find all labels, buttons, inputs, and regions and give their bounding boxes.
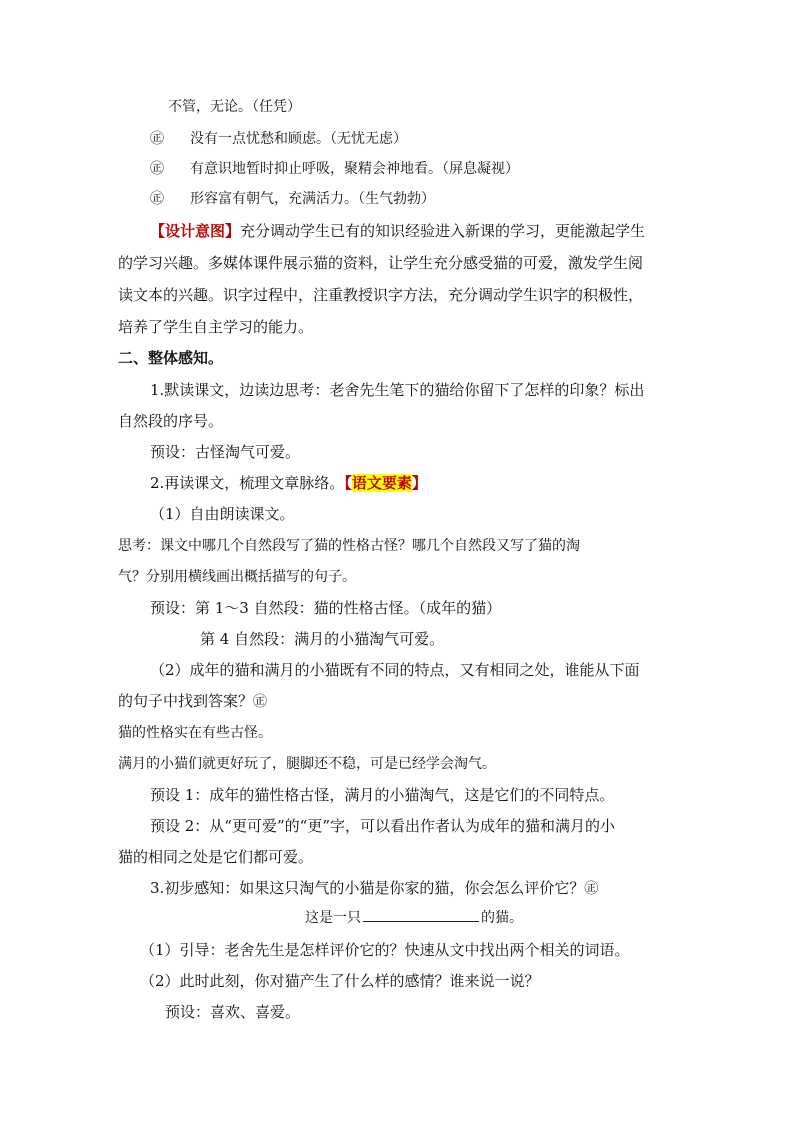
- step-2-line: 2.再读课文，梳理文章脉络。【语文要素】: [150, 474, 427, 492]
- preset-line-2: 第 4 自然段：满月的小猫淘气可爱。: [200, 630, 445, 648]
- design-intent-line-3: 读文本的兴趣。识字过程中，注重教授识字方法，充分调动学生识字的积极性，: [118, 286, 644, 304]
- definition-line-3: ㊣ 有意识地暂时抑止呼吸，聚精会神地看。（屏息凝视）: [150, 161, 519, 177]
- step-3-preset: 预设：喜欢、喜爱。: [165, 1003, 301, 1021]
- step-1-line-1: 1.默读课文，边读边思考：老舍先生笔下的猫给你留下了怎样的印象？标出: [150, 381, 645, 399]
- design-intent-line-2: 的学习兴趣。多媒体课件展示猫的资料，让学生充分感受猫的可爱，激发学生阅: [118, 254, 644, 272]
- bullet-mark: ㊣: [150, 161, 164, 177]
- answer-blank[interactable]: [363, 907, 479, 922]
- step-1-preset: 预设：古怪淘气可爱。: [150, 443, 301, 461]
- definition-line-4: ㊣ 形容富有朝气，充满活力。（生气勃勃）: [150, 191, 435, 207]
- bullet-mark: ㊣: [584, 881, 599, 897]
- step-3-sub-2: （2）此时此刻，你对猫产生了什么样的感情？谁来说一说？: [140, 972, 540, 990]
- think-line-1: 思考：课文中哪几个自然段写了猫的性格古怪？哪几个自然段又写了猫的淘: [118, 538, 580, 554]
- bullet-mark: ㊣: [150, 191, 164, 207]
- design-intent-tag: 【设计意图】: [150, 222, 241, 240]
- step-2-sub-1: （1）自由朗读课文。: [150, 505, 295, 523]
- quote-line-2: 满月的小猫们就更好玩了，腿脚还不稳，可是已经学会淘气。: [118, 756, 496, 772]
- bullet-mark: ㊣: [150, 131, 164, 147]
- preset-2-line-2: 猫的相同之处是它们都可爱。: [118, 848, 314, 866]
- preset-1-line: 预设 1：成年的猫性格古怪，满月的小猫淘气，这是它们的不同特点。: [150, 786, 615, 804]
- think-line-2: 气？分别用横线画出概括描写的句子。: [118, 569, 356, 585]
- bullet-mark: ㊣: [253, 694, 268, 710]
- quote-line-1: 猫的性格实在有些古怪。: [118, 725, 272, 741]
- chinese-element-tag: 语文要素: [351, 474, 412, 492]
- step-2-sub-2-line-2: 的句子中找到答案？㊣: [118, 692, 268, 710]
- design-intent-line-1: 【设计意图】充分调动学生已有的知识经验进入新课的学习，更能激起学生: [150, 222, 646, 240]
- step-3-line: 3.初步感知：如果这只淘气的小猫是你家的猫，你会怎么评价它？㊣: [150, 879, 599, 897]
- step-1-line-2: 自然段的序号。: [118, 412, 224, 430]
- definition-line-2: ㊣ 没有一点忧愁和顾虑。（无忧无虑）: [150, 131, 407, 147]
- step-3-sub-1: （1）引导：老舍先生是怎样评价它的？快速从文中找出两个相关的词语。: [140, 941, 630, 959]
- section-heading: 二、整体感知。: [118, 349, 224, 367]
- fill-blank-line: 这是一只 的猫。: [305, 907, 523, 929]
- definition-line-1: 不管，无论。（任凭）: [168, 99, 301, 115]
- design-intent-line-4: 培养了学生自主学习的能力。: [118, 318, 314, 336]
- chinese-element-tag-bracket: 【: [344, 474, 352, 492]
- step-2-sub-2-line-1: （2）成年的猫和满月的小猫既有不同的特点，又有相同之处，谁能从下面: [150, 661, 640, 679]
- preset-2-line-1: 预设 2：从“更可爱”的“更”字，可以看出作者认为成年的猫和满月的小: [150, 817, 615, 835]
- preset-line-1: 预设：第 1～3 自然段：猫的性格古怪。（成年的猫）: [150, 599, 502, 617]
